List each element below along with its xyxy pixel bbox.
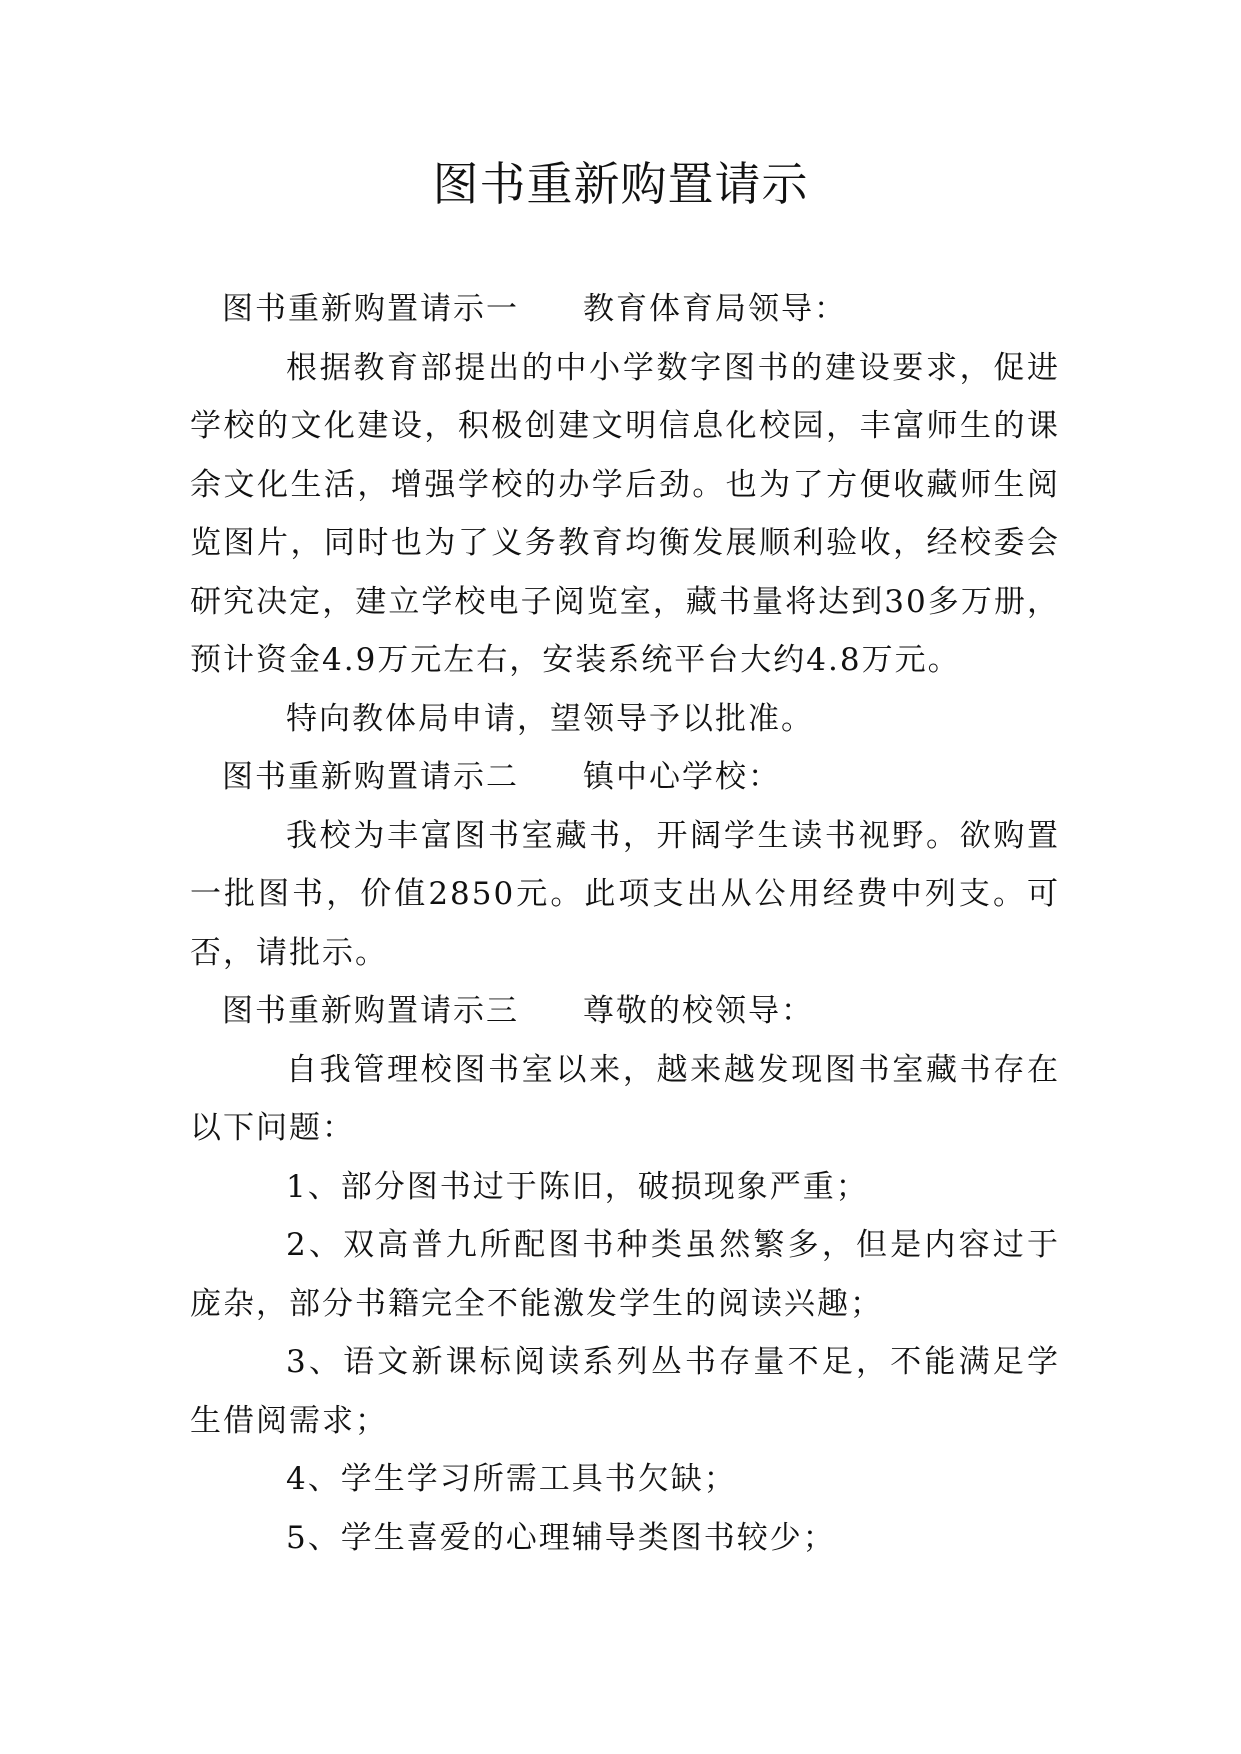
paragraph: 根据教育部提出的中小学数字图书的建设要求，促进学校的文化建设，积极创建文明信息化校园，丰富师生的课余文化生活，增强学校的办学后劲。也为了方便收藏师生阅览图片，同时也为了义务教育均衡发展顺利验收，经校委会研究决定，建立学校电子阅览室，藏书量将达到30多万册，预计资金4.9万元左右，安装系统平台大约4.8万元。 (190, 349, 1060, 678)
section-heading: 图书重新购置请示三 (222, 993, 519, 1029)
section-addressee: 镇中心学校： (583, 759, 781, 795)
list-item: 3、语文新课标阅读系列丛书存量不足，不能满足学生借阅需求； (190, 1344, 1060, 1439)
list-item: 2、双高普九所配图书种类虽然繁多，但是内容过于庞杂，部分书籍完全不能激发学生的阅读兴趣； (190, 1227, 1060, 1322)
section-heading: 图书重新购置请示一 (222, 291, 519, 327)
paragraph: 自我管理校图书室以来，越来越发现图书室藏书存在以下问题： (190, 1051, 1060, 1146)
section-addressee: 尊敬的校领导： (583, 993, 814, 1029)
section-addressee: 教育体育局领导： (583, 291, 847, 327)
paragraph: 特向教体局申请，望领导予以批准。 (286, 700, 814, 737)
list-item: 1、部分图书过于陈旧，破损现象严重； (286, 1168, 869, 1205)
section-heading: 图书重新购置请示二 (222, 759, 519, 795)
paragraph: 我校为丰富图书室藏书，开阔学生读书视野。欲购置一批图书，价值2850元。此项支出从公用经费中列支。可否，请批示。 (190, 817, 1060, 971)
document-title: 图书重新购置请示 (432, 157, 809, 211)
section-heading-line (190, 982, 1060, 1041)
section-heading-line (190, 748, 1060, 807)
document-body (190, 280, 1060, 1567)
list-item: 4、学生学习所需工具书欠缺； (286, 1461, 737, 1497)
list-item: 5、学生喜爱的心理辅导类图书较少； (286, 1519, 836, 1556)
section-heading-line (190, 280, 1060, 339)
